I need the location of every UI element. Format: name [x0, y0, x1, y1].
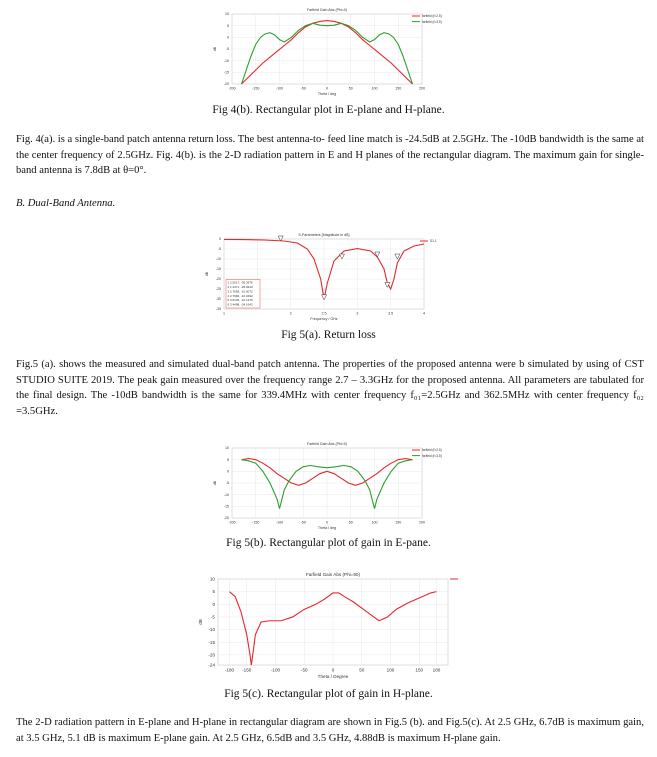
- y-tick-label: -10: [223, 58, 229, 63]
- x-axis-label: Frequency / GHz: [310, 317, 338, 322]
- y-axis-label: dB: [213, 480, 217, 486]
- y-tick-label: -10: [208, 627, 215, 633]
- marker-table-row: 5 3.6145, -10.1276: [227, 298, 253, 303]
- x-tick-label: 2.5: [321, 311, 327, 316]
- y-tick-label: -5: [225, 481, 229, 486]
- y-tick-label: -5: [210, 614, 215, 620]
- y-tick-label: -20: [223, 82, 229, 87]
- x-tick-label: 0: [326, 520, 328, 525]
- y-tick-label: 5: [227, 457, 229, 462]
- fig5b-caption: Fig 5(b). Rectangular plot of gain in E-pane.: [226, 537, 431, 549]
- x-tick-label: -150: [252, 86, 260, 91]
- y-tick-label: 0: [227, 35, 229, 40]
- fig5c-chart: [188, 567, 468, 685]
- y-tick-label: -24: [208, 662, 215, 668]
- fig5b-chart: [200, 438, 465, 536]
- chart-title: S-Parameters [Magnitude in dB]: [298, 233, 350, 237]
- x-tick-label: -180: [224, 667, 235, 673]
- y-tick-label: 10: [225, 12, 229, 17]
- chart-title: Farfield Gain Abs (Phi=0): [306, 8, 348, 12]
- marker-table-row: 1 2.5017, -30.3976: [227, 280, 253, 285]
- x-tick-label: -100: [270, 667, 281, 673]
- y-tick-label: -30: [215, 297, 221, 302]
- legend-label: farfield (f=3.5): [422, 453, 442, 458]
- x-tick-label: 50: [348, 520, 353, 525]
- y-tick-label: 0: [212, 601, 215, 607]
- x-tick-label: -150: [252, 520, 260, 525]
- x-tick-label: 4: [423, 311, 425, 316]
- x-tick-label: 50: [359, 667, 365, 673]
- section-heading-dual-band: B. Dual-Band Antenna.: [16, 198, 116, 209]
- paragraph-fig5-description: Fig.5 (a). shows the measured and simulated dual-band patch antenna. The properties of the proposed antenna were b simulated by using of CST STUDIO SUITE 2019. The peak gain measured over the frequency range 2.7 – 3.3GHz for the proposed antenna. All parameters are tabulated for the final design. The -10dB bandwidth is the same for 339.4MHz with center frequency f₀₁=2.5GHz and 362.5MHz with center frequency f₀₂ =3.5GHz.: [16, 359, 644, 417]
- marker-table-row: 2 1.4471, -29.9440: [227, 285, 253, 289]
- chart-title: Farfield Gain Abs (Phi=90): [305, 572, 361, 577]
- y-tick-label: -10: [215, 257, 221, 262]
- marker-table-row: 4 2.7982, -10.0492: [227, 293, 253, 298]
- x-axis-label: Theta / deg: [317, 92, 337, 97]
- x-tick-label: 3.5: [388, 311, 394, 316]
- chart-title: Farfield Gain Abs (Phi=0): [306, 442, 348, 446]
- x-tick-label: -50: [300, 86, 306, 91]
- x-tick-label: 150: [415, 667, 424, 673]
- y-tick-label: 5: [212, 589, 215, 595]
- legend-label: farfield (f=2.5): [422, 14, 442, 19]
- y-tick-label: -15: [208, 639, 215, 645]
- marker-table-row: 3 2.7659, -10.0072: [227, 289, 253, 294]
- y-tick-label: -20: [208, 652, 215, 658]
- x-tick-label: -100: [275, 86, 284, 91]
- x-tick-label: 2: [289, 311, 292, 316]
- x-tick-label: -150: [242, 667, 252, 673]
- x-tick-label: -200: [228, 520, 236, 525]
- y-tick-label: -5: [225, 47, 229, 52]
- fig4b-plot: [200, 4, 465, 102]
- fig5a-chart: [192, 229, 457, 327]
- x-tick-label: -100: [275, 520, 284, 525]
- y-tick-label: -15: [215, 267, 221, 272]
- legend-label: farfield (f=3.5): [422, 19, 442, 24]
- y-tick-label: -35: [215, 307, 221, 312]
- x-tick-label: 3: [356, 311, 359, 316]
- x-tick-label: 100: [386, 667, 395, 673]
- x-axis-label: Theta / Degree: [317, 674, 349, 680]
- legend-label: farfield (f=2.5): [422, 448, 442, 453]
- x-tick-label: 0: [331, 667, 335, 673]
- y-tick-label: -5: [217, 247, 221, 252]
- y-tick-label: -10: [223, 492, 229, 497]
- x-tick-label: 100: [371, 520, 378, 525]
- x-axis-label: Theta / deg: [317, 526, 337, 531]
- fig5b-plot: [200, 438, 465, 536]
- paragraph-fig4-description: Fig. 4(a). is a single-band patch antenna return loss. The best antenna-to- feed line match is -24.5dB at 2.5GHz. The -10dB bandwidth is the same at the center frequency of 2.5GHz. Fig. 4(b). is the 2-D radiation pattern in E and H planes of the rectangular diagram. The maximum gain for single-band antenna is 7.8dB at θ=0°.: [16, 134, 644, 176]
- y-axis-label: dB: [205, 271, 209, 277]
- x-tick-label: 200: [419, 520, 425, 525]
- y-tick-label: 5: [227, 23, 229, 28]
- x-tick-label: 150: [395, 520, 402, 525]
- x-tick-label: 50: [348, 86, 353, 91]
- y-axis-label: dB: [213, 46, 217, 52]
- x-tick-label: 150: [395, 86, 402, 91]
- paragraph-radiation-pattern: The 2-D radiation pattern in E-plane and H-plane in rectangular diagram are shown in Fig.5 (b). and Fig.5(c). At 2.5 GHz, 6.7dB is maximum gain, at 3.5 GHz, 5.1 dB is maximum E-plane gain. At 2.5 GHz, 6.5dB and 3.5 GHz, 4.88dB is maximum H-plane gain.: [16, 717, 644, 744]
- fig5c-caption: Fig 5(c). Rectangular plot of gain in H-plane.: [224, 688, 433, 700]
- fig5a-plot: [192, 229, 457, 327]
- y-tick-label: -15: [223, 504, 229, 509]
- y-tick-label: 0: [219, 237, 221, 242]
- legend-label: S1,1: [430, 239, 437, 244]
- x-tick-label: 180: [432, 667, 441, 673]
- x-tick-label: -50: [300, 520, 306, 525]
- x-tick-label: 200: [419, 86, 425, 91]
- fig4b-chart: [200, 4, 465, 102]
- y-tick-label: 10: [225, 446, 229, 451]
- fig5c-plot: [188, 567, 468, 685]
- x-tick-label: 100: [371, 86, 378, 91]
- y-axis-label: dB: [198, 619, 203, 625]
- fig4b-caption: Fig 4(b). Rectangular plot in E-plane and H-plane.: [212, 104, 445, 116]
- marker-table-row: 6 3.4498, -24.1642: [227, 302, 253, 307]
- y-tick-label: -15: [223, 70, 229, 75]
- fig5a-caption: Fig 5(a). Return loss: [281, 329, 376, 341]
- y-tick-label: -25: [215, 287, 221, 292]
- x-tick-label: -50: [300, 667, 308, 673]
- x-tick-label: -200: [228, 86, 236, 91]
- x-tick-label: 0: [326, 86, 328, 91]
- y-tick-label: 0: [227, 469, 229, 474]
- x-tick-label: 1: [223, 311, 225, 316]
- y-tick-label: -20: [223, 516, 229, 521]
- y-tick-label: 10: [209, 576, 215, 582]
- y-tick-label: -20: [215, 277, 221, 282]
